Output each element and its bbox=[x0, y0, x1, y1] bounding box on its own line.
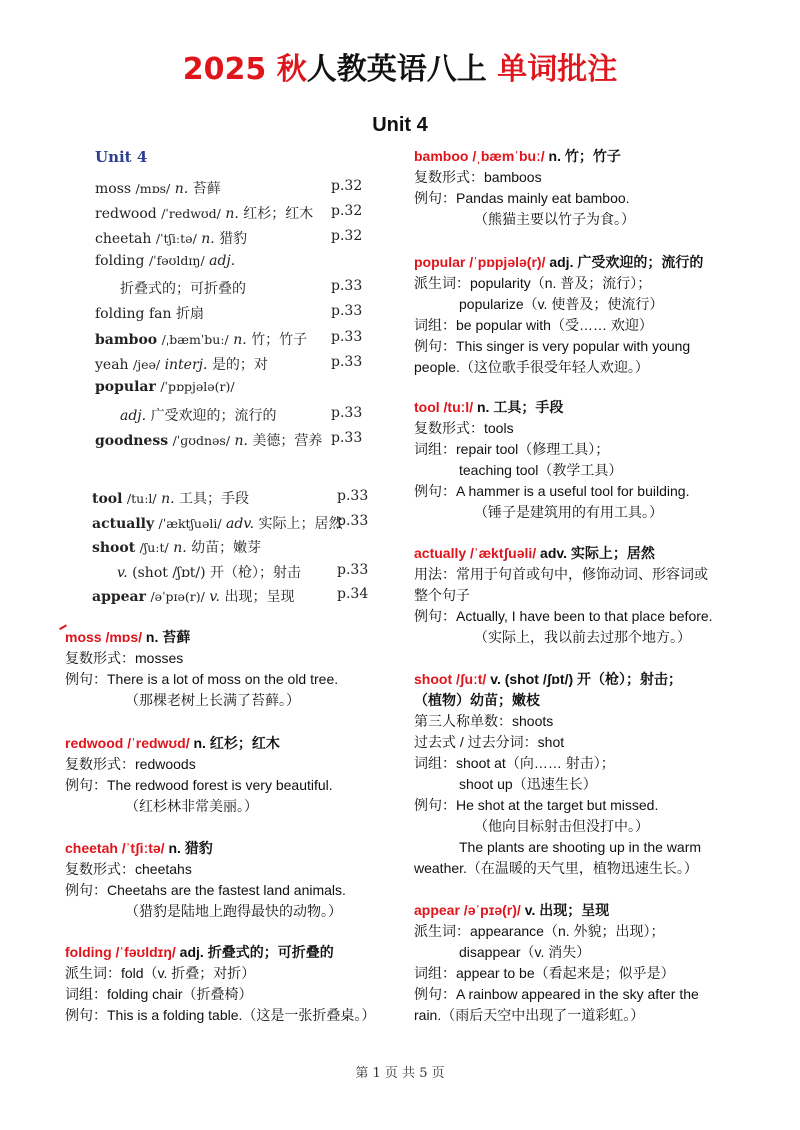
word-list-meaning: 红杉；红木 bbox=[243, 206, 314, 222]
entry-line: （猎豹是陆地上跑得最快的动物。） bbox=[125, 903, 342, 919]
entry-line: 例句：Cheetahs are the fastest land animals. bbox=[65, 882, 346, 898]
entry-head bbox=[65, 627, 400, 648]
word-list-pos: n. bbox=[161, 491, 175, 507]
word-list-phon: /ˈtʃiːtə/ bbox=[155, 231, 197, 246]
title-year: 2025 bbox=[182, 52, 267, 87]
word-list-row bbox=[95, 379, 235, 395]
entry-line: 例句：This singer is very popular with young bbox=[414, 338, 691, 354]
entry-head-cont: （植物）幼苗；嫩枝 bbox=[414, 692, 540, 708]
word-list-pos: adv. bbox=[226, 516, 255, 532]
entry-line: 例句：The redwood forest is very beautiful. bbox=[65, 777, 333, 793]
entry-pos-meaning: n. 竹；竹子 bbox=[544, 148, 621, 164]
entry-line: popularize（v. 使普及；使流行） bbox=[459, 296, 664, 312]
word-list-meaning: 实际上；居然 bbox=[258, 516, 343, 532]
word-entry bbox=[65, 733, 400, 817]
entry-pos-meaning: v. 出现；呈现 bbox=[520, 902, 610, 918]
entry-pos-meaning: v. (shot /ʃɒt/) 开（枪）；射击； bbox=[486, 671, 683, 687]
word-list-row bbox=[95, 253, 235, 269]
entry-headword: cheetah /ˈtʃiːtə/ bbox=[65, 840, 165, 856]
word-list-row bbox=[95, 178, 221, 198]
word-list-row bbox=[92, 513, 343, 533]
entry-pos-meaning: adj. 广受欢迎的；流行的 bbox=[545, 254, 704, 270]
entry-pos-meaning: adv. 实际上；居然 bbox=[536, 545, 655, 561]
word-list-word: tool bbox=[92, 491, 123, 507]
word-list-pos: n. bbox=[173, 540, 187, 556]
entry-line: 例句：Actually, I have been to that place before. bbox=[414, 608, 713, 624]
word-list-meaning: 出现；呈现 bbox=[224, 589, 295, 605]
entry-headword: popular /ˈpɒpjələ(r)/ bbox=[414, 254, 546, 270]
entry-headword: actually /ˈæktʃuəli/ bbox=[414, 545, 537, 561]
entry-line: shoot up（迅速生长） bbox=[459, 776, 597, 792]
word-list-word: popular bbox=[95, 379, 156, 395]
word-list bbox=[92, 148, 370, 618]
entry-line: 复数形式：tools bbox=[414, 420, 514, 436]
word-list-phon: /ˈpɒpjələ(r)/ bbox=[160, 379, 235, 394]
entry-line: 例句：A hammer is a useful tool for building. bbox=[414, 483, 690, 499]
entry-pos-meaning: n. 红杉；红木 bbox=[189, 735, 280, 751]
entry-headword: moss /mɒs/ bbox=[65, 629, 143, 645]
entry-line: people.（这位歌手很受年轻人欢迎。） bbox=[414, 359, 649, 375]
word-list-phon: /ˌbæmˈbuː/ bbox=[161, 332, 229, 347]
word-list-page: p.32 bbox=[331, 178, 363, 194]
entry-line: 第三人称单数：shoots bbox=[414, 713, 554, 729]
word-list-meaning: 是的；对 bbox=[211, 357, 268, 373]
entry-line: 词组：appear to be（看起来是；似乎是） bbox=[414, 965, 675, 981]
entry-line: 整个句子 bbox=[414, 587, 470, 603]
entry-headword: appear /əˈpɪə(r)/ bbox=[414, 902, 521, 918]
word-list-word: yeah bbox=[95, 357, 129, 373]
entry-line: 派生词：appearance（n. 外貌；出现）； bbox=[414, 923, 665, 939]
word-list-phon: /ʃuːt/ bbox=[139, 540, 169, 555]
word-list-meaning: 工具；手段 bbox=[179, 491, 250, 507]
word-list-word: bamboo bbox=[95, 332, 158, 348]
entry-line: rain.（雨后天空中出现了一道彩虹。） bbox=[414, 1007, 645, 1023]
entry-line: 词组：repair tool（修理工具）； bbox=[414, 441, 610, 457]
word-list-meaning: 广受欢迎的；流行的 bbox=[150, 408, 277, 424]
entry-line: 过去式 / 过去分词：shot bbox=[414, 734, 565, 750]
word-list-page: p.33 bbox=[337, 488, 369, 504]
word-list-meaning: 美德；营养 bbox=[252, 433, 323, 449]
word-entry bbox=[65, 838, 400, 922]
entry-headword: shoot /ʃuːt/ bbox=[414, 671, 487, 687]
word-list-pos: adj. bbox=[209, 253, 236, 269]
word-list-row bbox=[95, 203, 313, 223]
entry-pos-meaning: adj. 折叠式的；可折叠的 bbox=[175, 944, 334, 960]
word-list-phon: /tuːl/ bbox=[126, 491, 157, 506]
word-list-title: Unit 4 bbox=[95, 148, 148, 166]
entry-line: 用法：常用于句首或句中，修饰动词、形容词或 bbox=[414, 566, 708, 582]
word-list-phon: /ˈredwʊd/ bbox=[161, 206, 221, 221]
word-list-phon: /jeə/ bbox=[133, 357, 161, 372]
word-list-meaning: 幼苗；嫩芽 bbox=[191, 540, 262, 556]
entry-line: 派生词：popularity（n. 普及；流行）； bbox=[414, 275, 652, 291]
entry-line: （实际上，我以前去过那个地方。） bbox=[474, 629, 691, 645]
word-list-phon: /ˈæktʃuəli/ bbox=[158, 516, 222, 531]
entry-line: 例句：There is a lot of moss on the old tree. bbox=[65, 671, 339, 687]
entry-line: 例句：A rainbow appeared in the sky after the bbox=[414, 986, 699, 1002]
entry-line: （熊猫主要以竹子为食。） bbox=[474, 211, 635, 227]
entry-line: 复数形式：cheetahs bbox=[65, 861, 192, 877]
word-list-page: p.34 bbox=[337, 586, 369, 602]
entry-line: 词组：shoot at（向…… 射击）； bbox=[414, 755, 615, 771]
entry-pos-meaning: n. 猎豹 bbox=[164, 840, 213, 856]
word-list-pos: n. bbox=[225, 206, 239, 222]
word-list-row bbox=[120, 278, 246, 298]
entry-line: 例句：Pandas mainly eat bamboo. bbox=[414, 190, 630, 206]
word-list-row bbox=[95, 354, 268, 374]
entry-head bbox=[414, 669, 749, 690]
word-list-word: shoot bbox=[92, 540, 136, 556]
word-list-meaning: 苔藓 bbox=[192, 181, 221, 197]
word-list-word: folding bbox=[95, 253, 145, 269]
entry-line: （红杉林非常美丽。） bbox=[125, 798, 258, 814]
entry-headword: bamboo /ˌbæmˈbuː/ bbox=[414, 148, 545, 164]
word-list-word: cheetah bbox=[95, 231, 152, 247]
word-list-page: p.32 bbox=[331, 228, 363, 244]
page-title bbox=[0, 48, 800, 92]
entry-line: teaching tool（教学工具） bbox=[459, 462, 623, 478]
word-list-word: folding fan bbox=[95, 306, 172, 322]
word-list-word: redwood bbox=[95, 206, 157, 222]
word-list-page: p.33 bbox=[337, 513, 369, 529]
entry-line: 词组：folding chair（折叠椅） bbox=[65, 986, 253, 1002]
word-list-row bbox=[120, 405, 277, 425]
word-list-row bbox=[92, 537, 261, 557]
page-footer: 第 1 页 共 5 页 bbox=[355, 1066, 445, 1081]
word-list-word: actually bbox=[92, 516, 155, 532]
word-list-page: p.33 bbox=[331, 405, 363, 421]
word-list-word: appear bbox=[92, 589, 147, 605]
word-entry bbox=[414, 252, 749, 378]
entry-line: 复数形式：redwoods bbox=[65, 756, 196, 772]
word-list-page: p.33 bbox=[337, 562, 369, 578]
word-list-pos: n. bbox=[201, 231, 215, 247]
unit-heading: Unit 4 bbox=[372, 114, 428, 136]
word-list-page: p.33 bbox=[331, 354, 363, 370]
entry-head bbox=[65, 942, 400, 963]
word-list-row bbox=[117, 562, 301, 582]
word-list-pos: v. bbox=[209, 589, 221, 605]
word-entry bbox=[414, 146, 749, 230]
entry-line: The plants are shooting up in the warm bbox=[459, 839, 702, 855]
word-list-pos: interj. bbox=[164, 357, 208, 373]
entry-pos-meaning: n. 工具；手段 bbox=[473, 399, 564, 415]
word-list-page: p.32 bbox=[331, 203, 363, 219]
entry-line: 词组：be popular with（受…… 欢迎） bbox=[414, 317, 653, 333]
word-list-phon: /əˈpɪə(r)/ bbox=[150, 589, 205, 604]
entry-line: 复数形式：mosses bbox=[65, 650, 184, 666]
word-list-pos: n. bbox=[234, 433, 248, 449]
word-list-row bbox=[92, 488, 249, 508]
entry-line: （锤子是建筑用的有用工具。） bbox=[474, 504, 663, 520]
entry-line: （那棵老树上长满了苔藓。） bbox=[125, 692, 300, 708]
word-list-pos: n. bbox=[233, 332, 247, 348]
word-entry bbox=[414, 900, 749, 1026]
word-list-word: moss bbox=[95, 181, 132, 197]
word-list-meaning: (shot /ʃɒt/) 开（枪）；射击 bbox=[132, 565, 302, 581]
entry-head bbox=[414, 146, 749, 167]
title-middle: 人教英语八上 bbox=[306, 52, 487, 87]
title-autumn: 秋 bbox=[276, 52, 307, 87]
word-entry bbox=[65, 627, 400, 711]
word-list-pos: adj. bbox=[120, 408, 147, 424]
entry-line: （他向目标射击但没打中。） bbox=[474, 818, 649, 834]
word-list-page: p.33 bbox=[331, 278, 363, 294]
entry-line: 复数形式：bamboos bbox=[414, 169, 542, 185]
word-list-row bbox=[95, 303, 204, 323]
word-list-page: p.33 bbox=[331, 430, 363, 446]
entry-head bbox=[414, 543, 749, 564]
word-list-pos: n. bbox=[174, 181, 189, 197]
word-list-row bbox=[92, 586, 294, 606]
word-entry bbox=[414, 669, 749, 879]
entry-head bbox=[65, 838, 400, 859]
word-entry bbox=[414, 397, 749, 523]
entry-headword: tool /tuːl/ bbox=[414, 399, 474, 415]
word-list-row bbox=[95, 430, 322, 450]
entry-head bbox=[414, 397, 749, 418]
entry-headword: folding /ˈfəʊldɪŋ/ bbox=[65, 944, 176, 960]
word-list-meaning: 猎豹 bbox=[219, 231, 248, 247]
entry-headword: redwood /ˈredwʊd/ bbox=[65, 735, 190, 751]
entry-line: weather.（在温暖的天气里，植物迅速生长。） bbox=[414, 860, 698, 876]
entry-line: 派生词：fold（v. 折叠；对折） bbox=[65, 965, 256, 981]
word-list-row bbox=[95, 228, 247, 248]
entry-head bbox=[414, 900, 749, 921]
entry-head bbox=[414, 252, 749, 273]
word-list-meaning: 竹；竹子 bbox=[251, 332, 308, 348]
word-list-pos: v. bbox=[117, 565, 128, 581]
entry-pos-meaning: n. 苔藓 bbox=[142, 629, 191, 645]
word-list-row bbox=[95, 329, 307, 349]
entry-line: 例句：He shot at the target but missed. bbox=[414, 797, 659, 813]
word-list-word: goodness bbox=[95, 433, 169, 449]
word-list-phon: /ˈfəʊldɪŋ/ bbox=[148, 253, 205, 268]
word-list-phon: /ˈɡʊdnəs/ bbox=[172, 433, 231, 448]
word-entry bbox=[414, 543, 749, 648]
entry-head bbox=[65, 733, 400, 754]
word-list-meaning: 折扇 bbox=[175, 306, 204, 322]
entry-line: disappear（v. 消失） bbox=[459, 944, 591, 960]
word-entry bbox=[65, 942, 400, 1026]
title-tail: 单词批注 bbox=[497, 52, 618, 87]
word-list-page: p.33 bbox=[331, 303, 363, 319]
word-list-meaning: 折叠式的；可折叠的 bbox=[120, 281, 246, 297]
entry-line: 例句：This is a folding table.（这是一张折叠桌。） bbox=[65, 1007, 376, 1023]
word-list-page: p.33 bbox=[331, 329, 363, 345]
word-list-phon: /mɒs/ bbox=[135, 181, 171, 196]
